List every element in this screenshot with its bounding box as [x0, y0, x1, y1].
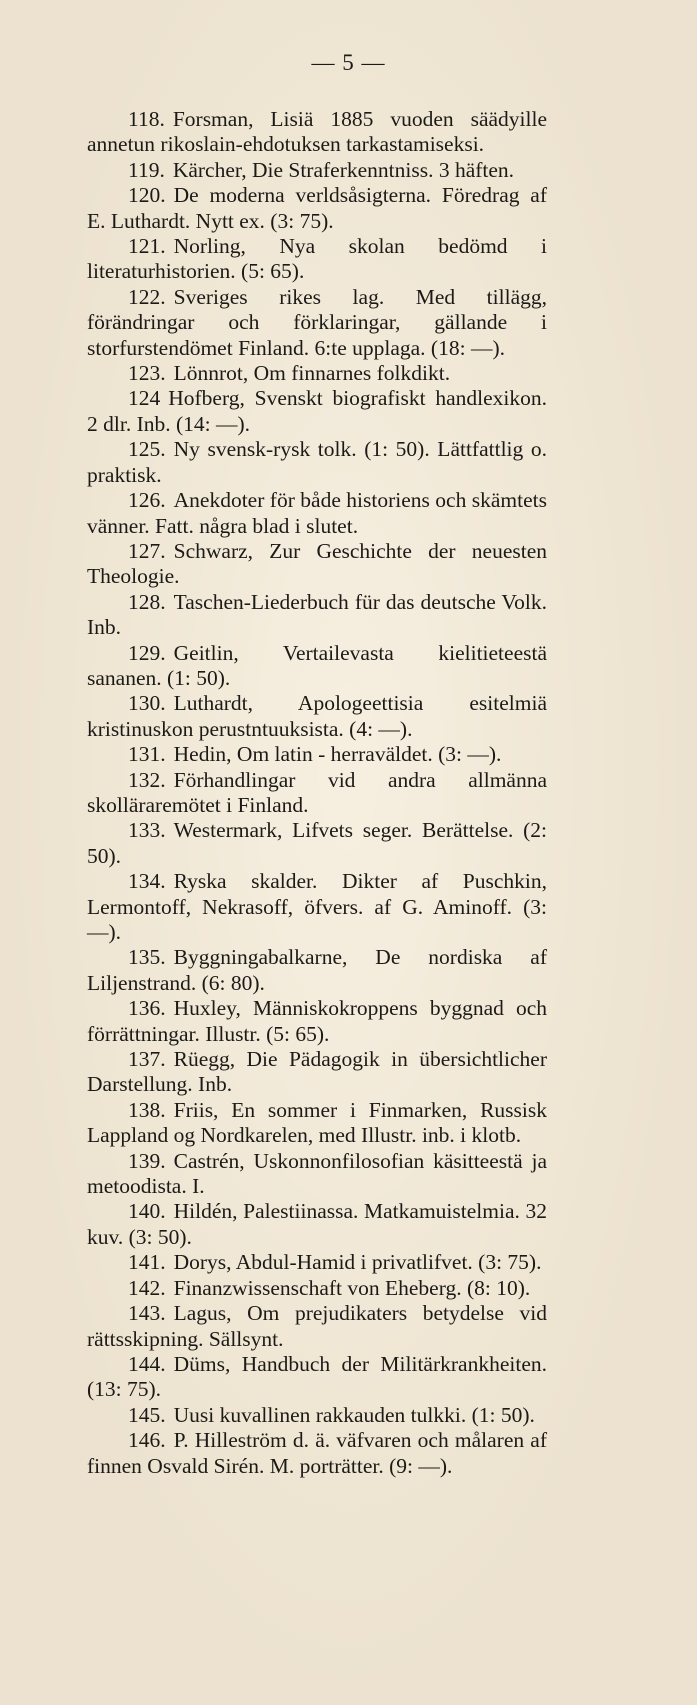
- entry-text: Uusi kuvallinen rakkauden tulkki. (1: 50).: [173, 1402, 535, 1427]
- entry-text: Byggningabalkarne, De nordiska af Liljenstrand. (6: 80).: [87, 945, 547, 995]
- catalog-entry: [87, 1403, 547, 1428]
- entry-number: 118.: [128, 107, 165, 131]
- entry-text: Norling, Nya skolan bedömd i literaturhistorien. (5: 65).: [87, 234, 547, 284]
- entry-number: 125.: [128, 437, 166, 462]
- catalog-entry: [87, 869, 547, 945]
- catalog-entry: [87, 183, 547, 234]
- catalog-entry: [87, 386, 547, 437]
- entry-text: Sveriges rikes lag. Med tillägg, förändringar och förklaringar, gällande i storfurstendömet Finland. 6:te upplaga. (18: —).: [87, 284, 547, 360]
- entry-text: Taschen-Liederbuch für das deutsche Volk. Inb.: [87, 589, 547, 640]
- catalog-entry: [87, 285, 547, 361]
- entry-text: Huxley, Människokroppens byggnad och förrättningar. Illustr. (5: 65).: [87, 996, 547, 1046]
- catalog-entry: [87, 234, 547, 285]
- entry-text: Castrén, Uskonnonfilosofian käsitteestä ja metoodista. I.: [87, 1148, 547, 1199]
- entry-text: Lagus, Om prejudikaters betydelse vid rättsskipning. Sällsynt.: [87, 1301, 547, 1351]
- entry-text: Hofberg, Svenskt biografiskt handlexikon. 2 dlr. Inb. (14: —).: [87, 386, 547, 436]
- entry-number: 140.: [128, 1199, 166, 1224]
- entry-number: 132.: [128, 767, 166, 792]
- entry-text: Westermark, Lifvets seger. Berättelse. (2: 50).: [87, 818, 547, 868]
- entry-number: 123.: [128, 361, 166, 386]
- entry-number: 135.: [128, 945, 166, 970]
- entry-number: 137.: [128, 1047, 166, 1072]
- entry-text: Kärcher, Die Straferkenntniss. 3 häften.: [172, 157, 515, 182]
- entry-number: 122.: [128, 284, 166, 309]
- catalog-entry: [87, 818, 547, 869]
- entry-number: 124: [128, 386, 161, 411]
- entry-text: Finanzwissenschaft von Eheberg. (8: 10).: [173, 1275, 531, 1300]
- entry-number: 128.: [128, 589, 166, 614]
- entry-number: 126.: [128, 488, 166, 513]
- catalog-entry: [87, 1149, 547, 1200]
- entry-number: 143.: [128, 1301, 166, 1326]
- entry-text: Friis, En sommer i Finmarken, Russisk Lappland og Nordkarelen, med Illustr. inb. i klotb.: [87, 1097, 547, 1148]
- entry-text: Hildén, Palestiinassa. Matkamuistelmia. 32 kuv. (3: 50).: [87, 1199, 547, 1249]
- entry-text: De moderna verldsåsigterna. Föredrag af E. Luthardt. Nytt ex. (3: 75).: [87, 183, 547, 233]
- catalog-entry: [87, 1352, 547, 1403]
- catalog-entry: [87, 1250, 547, 1275]
- catalog-entry: [87, 945, 547, 996]
- catalog-entry: [87, 691, 547, 742]
- entry-number: 146.: [128, 1428, 166, 1453]
- catalog-entry: [87, 1047, 547, 1098]
- entry-text: Luthardt, Apologeettisia esitelmiä kristinuskon perustntuuksista. (4: —).: [87, 691, 547, 741]
- catalog-entry: [87, 437, 547, 488]
- entry-text: P. Hilleström d. ä. väfvaren och målaren af finnen Osvald Sirén. M. porträtter. (9: —).: [87, 1428, 547, 1478]
- entry-text: Ryska skalder. Dikter af Puschkin, Lermontoff, Nekrasoff, öfvers. af G. Aminoff. (3: —).: [87, 869, 547, 944]
- entry-number: 141.: [128, 1250, 166, 1275]
- catalog-entry: [87, 107, 547, 158]
- catalog-entry: [87, 1199, 547, 1250]
- entry-text: Hedin, Om latin - herraväldet. (3: —).: [173, 742, 502, 767]
- entry-number: 133.: [128, 818, 166, 843]
- catalog-entry: [87, 996, 547, 1047]
- catalog-entry: [87, 539, 547, 590]
- catalog-entry: [87, 641, 547, 692]
- entry-number: 138.: [128, 1097, 166, 1122]
- entry-number: 119.: [128, 157, 165, 182]
- entry-number: 142.: [128, 1275, 166, 1300]
- entry-number: 144.: [128, 1351, 166, 1376]
- catalog-entries: [87, 107, 547, 1479]
- catalog-entry: [87, 488, 547, 539]
- entry-number: 136.: [128, 996, 166, 1021]
- entry-text: Düms, Handbuch der Militärkrankheiten. (13: 75).: [87, 1351, 547, 1402]
- catalog-entry: [87, 742, 547, 767]
- entry-number: 139.: [128, 1148, 166, 1173]
- catalog-entry: [87, 1428, 547, 1479]
- entry-text: Rüegg, Die Pädagogik in übersichtlicher Darstellung. Inb.: [87, 1047, 547, 1097]
- entry-number: 129.: [128, 640, 166, 665]
- entry-text: Ny svensk-rysk tolk. (1: 50). Lättfattlig o. praktisk.: [87, 437, 547, 487]
- entry-number: 131.: [128, 742, 166, 767]
- catalog-entry: [87, 1098, 547, 1149]
- entry-number: 134.: [128, 869, 166, 894]
- entry-number: 127.: [128, 538, 166, 563]
- entry-text: Förhandlingar vid andra allmänna skolläraremötet i Finland.: [87, 767, 547, 817]
- entry-text: Dorys, Abdul-Hamid i privatlifvet. (3: 75).: [173, 1250, 542, 1275]
- entry-number: 120.: [128, 183, 166, 208]
- page-number: — 5 —: [311, 50, 386, 75]
- entry-text: Schwarz, Zur Geschichte der neuesten Theologie.: [87, 538, 547, 589]
- entry-text: Geitlin, Vertailevasta kielitieteestä sananen. (1: 50).: [87, 640, 547, 690]
- catalog-entry: [87, 1276, 547, 1301]
- catalog-entry: [87, 158, 547, 183]
- entry-text: Lönnrot, Om finnarnes folkdikt.: [173, 361, 451, 386]
- catalog-entry: [87, 361, 547, 386]
- entry-number: 145.: [128, 1402, 166, 1427]
- catalog-entry: [87, 1301, 547, 1352]
- catalog-entry: [87, 590, 547, 641]
- entry-text: Forsman, Lisiä 1885 vuoden säädyille annetun rikoslain-ehdotuksen tarkastamiseksi.: [87, 107, 547, 157]
- entry-text: Anekdoter för både historiens och skämtets vänner. Fatt. några blad i slutet.: [87, 488, 547, 538]
- catalog-entry: [87, 768, 547, 819]
- entry-number: 130.: [128, 691, 166, 716]
- entry-number: 121.: [128, 234, 166, 259]
